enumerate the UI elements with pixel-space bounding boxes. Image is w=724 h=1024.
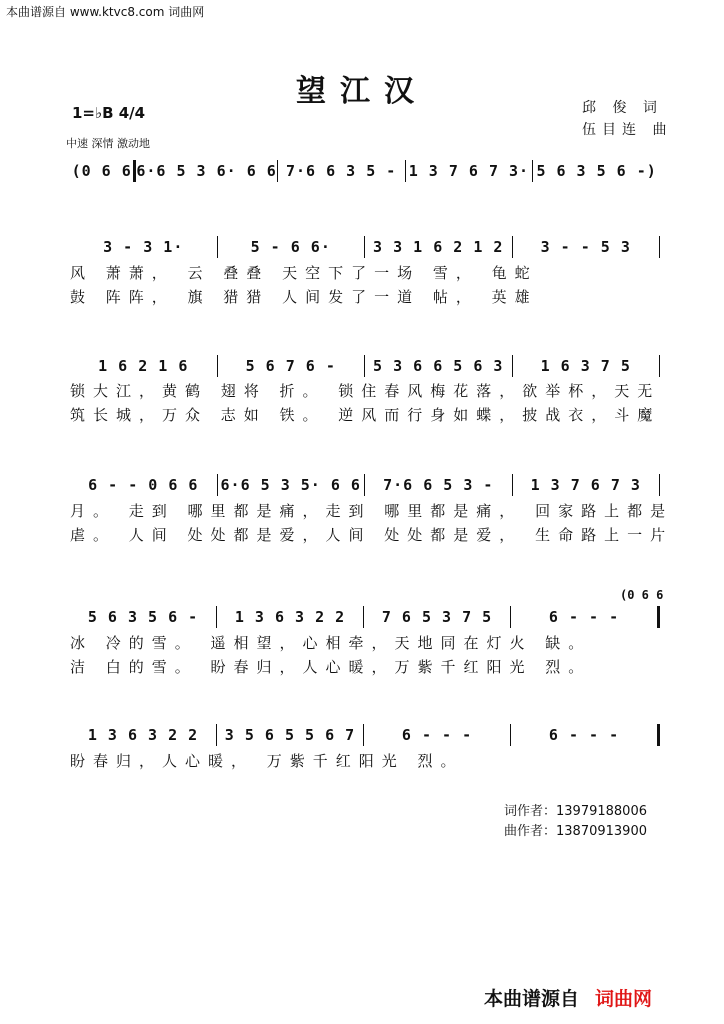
measure: 1 3 7 6 7 3·	[408, 162, 530, 180]
measure: 7·6 6 3 5 -	[285, 162, 397, 180]
footer-source-label: 本曲谱源自	[484, 988, 580, 1010]
measure: 6·6 5 3 5· 6 6	[220, 476, 361, 494]
measure: 1 6 2 1 6	[98, 357, 189, 375]
footer-watermark	[484, 984, 652, 1011]
lyric-verse-1: 锁大江，黄鹤 翅将 折。 锁住春风梅花落，欲举杯，天无	[70, 382, 661, 400]
lyric-verse-1: 月。 走到 哪里都是痛，走到 哪里都是痛， 回家路上都是	[70, 502, 674, 520]
lyricist-contact: 词作者：13979188006	[504, 804, 647, 819]
measure: 6 - - 0 6 6	[88, 476, 199, 494]
lyric-verse-1: 风 萧萧， 云 叠叠 天空下了一场 雪， 龟蛇	[70, 264, 538, 282]
notation-line-3	[70, 474, 660, 496]
final-bar	[657, 724, 660, 746]
measure: 7·6 6 5 3 -	[383, 476, 494, 494]
repeat-end-bar	[657, 606, 660, 628]
lyric-verse-2: 洁 白的雪。 盼春归，人心暖，万紫千红阳光 烈。	[70, 658, 592, 676]
measure: 3 5 6 5 5 6 7	[224, 726, 356, 744]
measure: 6 - - -	[548, 726, 620, 744]
lyric-coda: 盼春归，人心暖， 万紫千红阳光 烈。	[70, 752, 464, 770]
lyric-verse-2: 虐。 人间 处处都是爱，人间 处处都是爱， 生命路上一片	[70, 526, 674, 544]
notation-line-5	[70, 724, 660, 746]
measure: 3 3 1 6 2 1 2	[373, 238, 504, 256]
bar-line	[659, 474, 660, 496]
measure: 6 - - -	[401, 726, 473, 744]
measure: 1 3 6 3 2 2	[234, 608, 346, 626]
measure: 7 6 5 3 7 5	[381, 608, 493, 626]
lyric-verse-2: 鼓 阵阵， 旗 猎猎 人间发了一道 帖， 英雄	[70, 288, 538, 306]
measure: 1 6 3 7 5	[540, 357, 631, 375]
lyricist-credit: 邱 俊 词	[582, 100, 663, 116]
key-signature: 1=♭B 4/4	[72, 104, 146, 122]
footer-site-name: 词曲网	[595, 988, 653, 1010]
intro-line	[70, 160, 660, 182]
measure: (0 6 6	[71, 162, 132, 180]
notation-line-4	[70, 606, 660, 628]
lyric-verse-2: 筑长城，万众 志如 铁。 逆风而行身如蝶，披战衣，斗魔	[70, 406, 661, 424]
measure: 6 - - -	[548, 608, 620, 626]
measure: 1 3 6 3 2 2	[87, 726, 199, 744]
measure: 5 6 3 5 6 -)	[536, 162, 657, 180]
bar-line	[659, 355, 660, 377]
lyric-verse-1: 冰 冷的雪。 遥相望，心相牵，天地同在灯火 缺。	[70, 634, 592, 652]
measure: 6·6 5 3 6· 6 6	[136, 162, 277, 180]
measure: 5 3 6 6 5 6 3	[373, 357, 504, 375]
measure: 1 3 7 6 7 3	[530, 476, 641, 494]
composer-contact: 曲作者：13870913900	[504, 824, 647, 839]
source-watermark: 本曲谱源自 www.ktvc8.com 词曲网	[6, 5, 205, 19]
measure: 5 6 7 6 -	[245, 357, 336, 375]
song-title: 望江汉	[296, 74, 428, 109]
measure: 5 6 3 5 6 -	[87, 608, 199, 626]
tempo-marking: 中速 深情 激动地	[66, 137, 150, 150]
measure: 3 - - 5 3	[540, 238, 631, 256]
notation-line-2	[70, 355, 660, 377]
repeat-pickup: (0 6 6	[620, 588, 664, 602]
composer-credit: 伍目连 曲	[582, 122, 673, 138]
measure: 3 - 3 1·	[103, 238, 184, 256]
notation-line-1	[70, 236, 660, 258]
bar-line	[659, 236, 660, 258]
measure: 5 - 6 6·	[250, 238, 331, 256]
